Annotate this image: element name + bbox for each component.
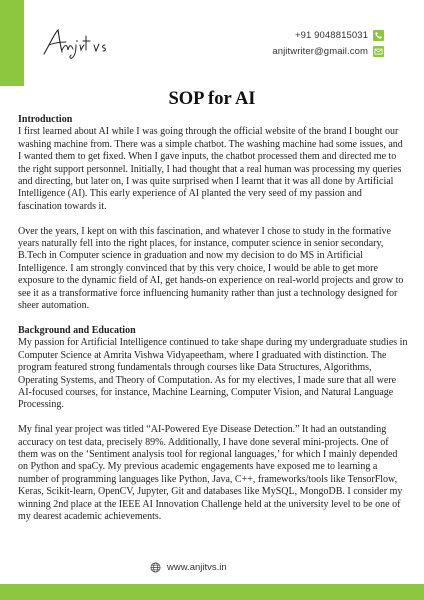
section-heading: Introduction: [18, 114, 73, 125]
section-introduction: [18, 114, 408, 312]
contact-email-row: [272, 44, 384, 59]
section-heading: Background and Education: [18, 324, 136, 336]
contact-block: [272, 28, 384, 60]
envelope-icon: [373, 46, 384, 57]
top-accent-bar: [0, 0, 24, 86]
signature-logo: [40, 26, 136, 60]
website-link[interactable]: www.anjitvs.in: [167, 562, 227, 573]
paragraph: My final year project was titled “AI-Powered Eye Disease Detection.” It had an outstanding accuracy on test data, precisely 89%. Additionally, I have done several mini-projects. One of them was on the ‘Sentiment analysis tool for regional languages,’ for which I mainly depended on Python and spaCy. My previous academic engagements have exposed me to learning a number of programming languages like Python, Java, C++, frameworks/tools like TensorFlow, Keras, Scikit-learn, OpenCV, Jupyter, Git and databases like MySQL, MongoDB. I consider my winning 2nd place at the IEEE AI Innovation Challenge held at the university level to be one of my dearest academic achievements.: [18, 424, 403, 522]
contact-phone-row: [272, 28, 384, 43]
contact-phone[interactable]: +91 9048815031: [295, 30, 368, 41]
contact-email[interactable]: anjitwriter@gmail.com: [272, 46, 368, 57]
page-title: SOP for AI: [168, 89, 256, 109]
paragraph: My passion for Artificial Intelligence continued to take shape during my undergraduate studies in Computer Science at Amrita Vishwa Vidyapeetham, where I graduated with distinction. The program featured strong fundamentals through courses like Data Structures, Algorithms, Operating Systems, and Theory of Computation. As for my electives, I made sure that all were AI-focused courses, for instance, Machine Learning, Computer Vision, and Natural Language Processing.: [18, 337, 408, 411]
globe-icon: [150, 562, 161, 573]
bottom-accent-bar: [0, 584, 424, 600]
paragraph: I first learned about AI while I was going through the official website of the brand I bought our washing machine from. There was a simple chatbot. The washing machine had some issues, and I wanted them to get fixed. When I gave inputs, the chatbot processed them and directed me to the right support personnel. Initially, I had thought that a real human was processing my queries and directing, but later on, I was quite surprised when I learnt that it was all done by Artificial Intelligence (AI). This early experience of AI planted the very seed of my passion and fascination towards it.: [18, 126, 403, 212]
section-background-education: [18, 325, 408, 523]
footer-website: [150, 562, 227, 573]
document-body: [18, 114, 408, 536]
paragraph: Over the years, I kept on with this fascination, and whatever I chose to study in the formative years naturally fell into the right places, for instance, computer science in senior secondary, B.Tech in Computer science in graduation and now my decision to do MS in Artificial Intelligence. I am strongly convinced that by this very choice, I would be able to get more exposure to the dynamic field of AI, get hands-on experience on real-world projects and grow to see it as a transformative force influencing humanity rather than just a technology designed for sheer automation.: [18, 225, 404, 312]
phone-icon: [373, 30, 384, 41]
